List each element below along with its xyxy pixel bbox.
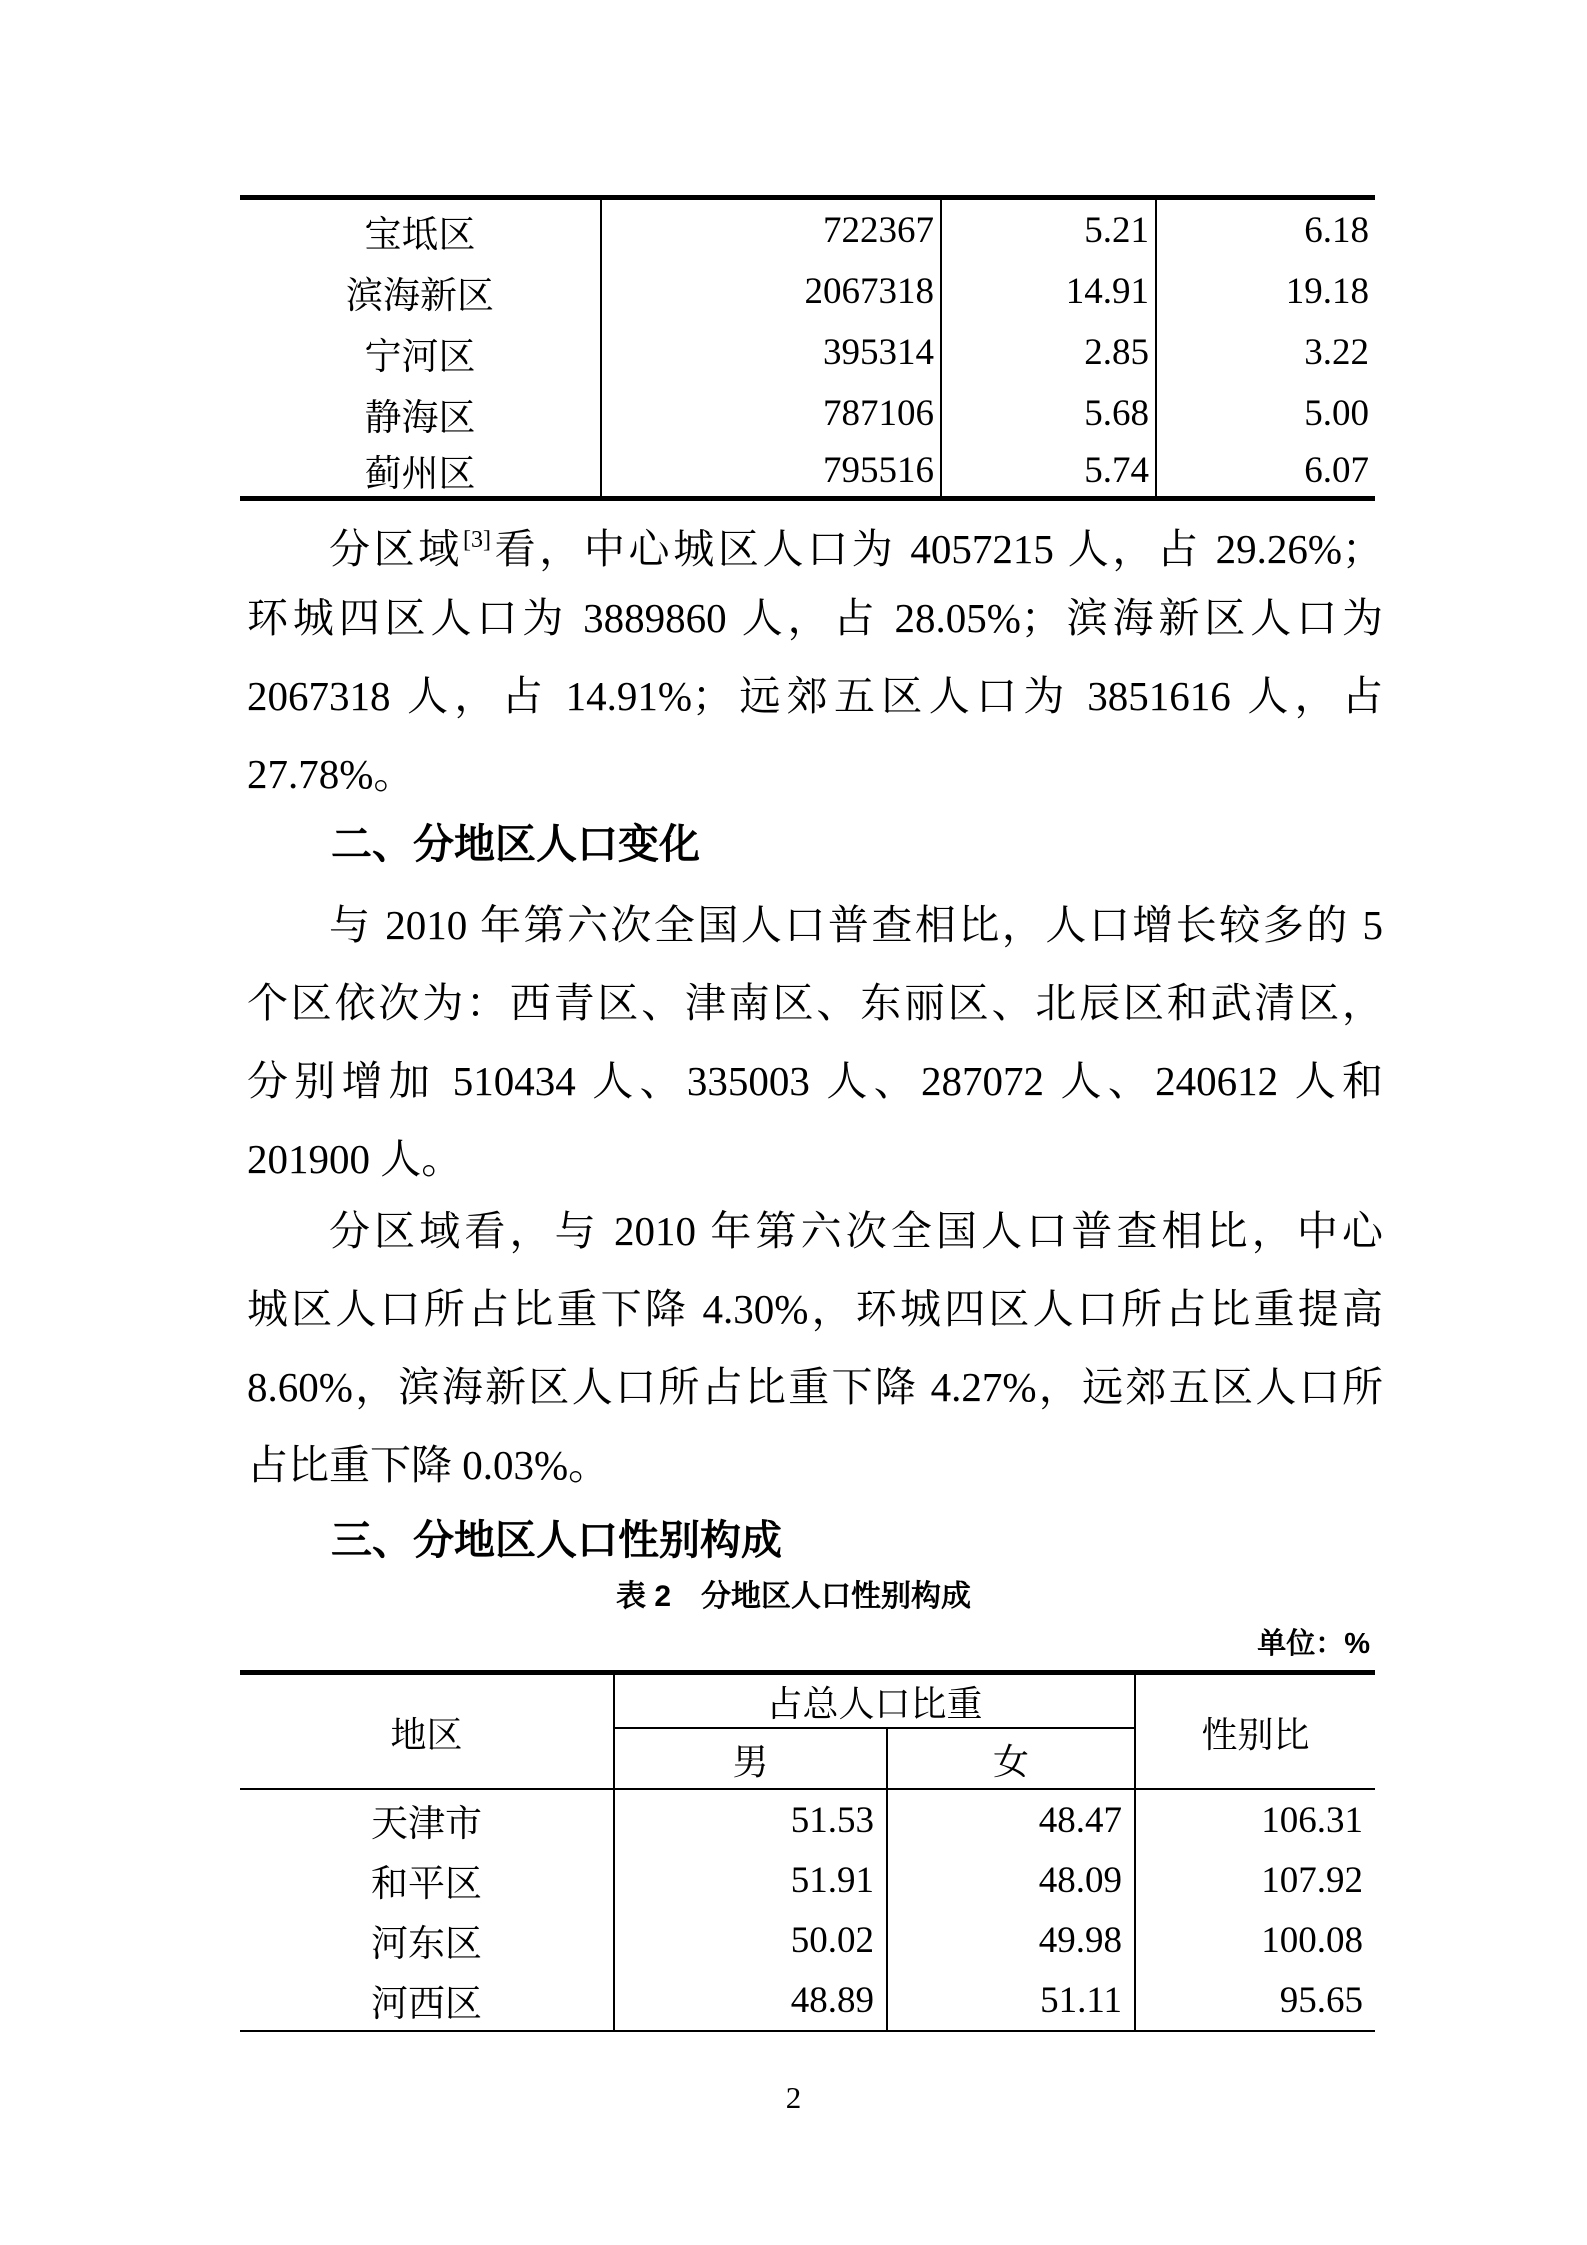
- table-cell-ratio: 95.65: [1134, 1970, 1375, 2030]
- table-cell-share2010: 3.22: [1155, 322, 1375, 383]
- paragraph-region-summary: [247, 501, 1383, 813]
- table-cell-ratio: 100.08: [1134, 1910, 1375, 1970]
- table-cell-share: 5.74: [940, 444, 1155, 496]
- table-header-divider: [240, 1788, 1375, 1790]
- table-cell-region: 河东区: [371, 1924, 482, 1965]
- population-table-continued: [240, 195, 1375, 501]
- table-cell-male: 48.89: [613, 1970, 886, 2030]
- text-run: 分区域: [329, 526, 463, 572]
- paragraph-share-change: [247, 1192, 1383, 1504]
- sex-composition-table: [240, 1670, 1375, 2032]
- table-cell-population: 795516: [600, 444, 940, 496]
- table-cell-population: 722367: [600, 200, 940, 261]
- table-cell-female: 51.11: [886, 1970, 1134, 2030]
- table-cell-female: 49.98: [886, 1910, 1134, 1970]
- paragraph-population-growth: [247, 886, 1383, 1198]
- section-heading-population-change: 二、分地区人口变化: [331, 821, 700, 867]
- table-cell-region: 河西区: [371, 1984, 482, 2025]
- table-cell-region: 天津市: [371, 1804, 482, 1845]
- table-cell-ratio: 107.92: [1134, 1850, 1375, 1910]
- table-cell-ratio: 106.31: [1134, 1790, 1375, 1850]
- paragraph-line: 2067318 人，占 14.91%；远郊五区人口为 3851616 人，占: [247, 673, 1383, 719]
- paragraph-line: 个区依次为：西青区、津南区、东丽区、北辰区和武清区，: [247, 980, 1383, 1026]
- table-header-region: 地区: [390, 1715, 463, 1755]
- page-number: 2: [785, 2080, 802, 2115]
- table-cell-female: 48.09: [886, 1850, 1134, 1910]
- table-cell-male: 51.53: [613, 1790, 886, 1850]
- table-cell-population: 2067318: [600, 261, 940, 322]
- paragraph-line: 城区人口所占比重下降 4.30%，环城四区人口所占比重提高: [247, 1286, 1383, 1332]
- table-cell-region: 宝坻区: [364, 214, 476, 256]
- paragraph-line: [247, 501, 1383, 579]
- table-cell-share: 5.21: [940, 200, 1155, 261]
- table-header-female: 女: [886, 1729, 1134, 1790]
- table-cell-female: 48.47: [886, 1790, 1134, 1850]
- table-cell-share2010: 6.07: [1155, 444, 1375, 496]
- paragraph-line: 分区域看，与 2010 年第六次全国人口普查相比，中心: [329, 1208, 1383, 1254]
- table-cell-region: 蓟州区: [364, 454, 476, 495]
- section-heading-sex-composition: 三、分地区人口性别构成: [331, 1517, 782, 1563]
- table-cell-region: 宁河区: [364, 336, 476, 378]
- table-cell-share2010: 19.18: [1155, 261, 1375, 322]
- table-header-male: 男: [613, 1729, 886, 1790]
- paragraph-line: 分别增加 510434 人、335003 人、287072 人、240612 人和: [247, 1058, 1383, 1104]
- paragraph-line: 27.78%。: [247, 751, 415, 797]
- paragraph-line: 占比重下降 0.03%。: [247, 1442, 610, 1488]
- table-cell-region: 静海区: [364, 397, 476, 439]
- table-cell-share2010: 6.18: [1155, 200, 1375, 261]
- table-cell-share: 2.85: [940, 322, 1155, 383]
- table-header-share-total: 占总人口比重: [613, 1675, 1134, 1729]
- footnote-reference: [3]: [462, 527, 491, 553]
- table-cell-region: 滨海新区: [346, 275, 494, 317]
- table-cell-share: 14.91: [940, 261, 1155, 322]
- table-cell-male: 50.02: [613, 1910, 886, 1970]
- table2-caption: 表 2 分地区人口性别构成: [615, 1580, 972, 1613]
- paragraph-line: 201900 人。: [247, 1136, 463, 1182]
- table-cell-share: 5.68: [940, 383, 1155, 444]
- paragraph-line: 与 2010 年第六次全国人口普查相比，人口增长较多的 5: [329, 902, 1383, 948]
- table2-unit-label: 单位：%: [1257, 1628, 1370, 1660]
- table-cell-population: 395314: [600, 322, 940, 383]
- table-cell-region: 和平区: [371, 1864, 482, 1905]
- paragraph-line: 环城四区人口为 3889860 人，占 28.05%；滨海新区人口为: [247, 595, 1383, 641]
- table-cell-share2010: 5.00: [1155, 383, 1375, 444]
- text-run: 看，中心城区人口为 4057215 人，占 29.26%；: [490, 526, 1383, 572]
- table-header-sex-ratio: 性别比: [1134, 1675, 1375, 1790]
- table-cell-population: 787106: [600, 383, 940, 444]
- paragraph-line: 8.60%，滨海新区人口所占比重下降 4.27%，远郊五区人口所: [247, 1364, 1383, 1410]
- table-cell-male: 51.91: [613, 1850, 886, 1910]
